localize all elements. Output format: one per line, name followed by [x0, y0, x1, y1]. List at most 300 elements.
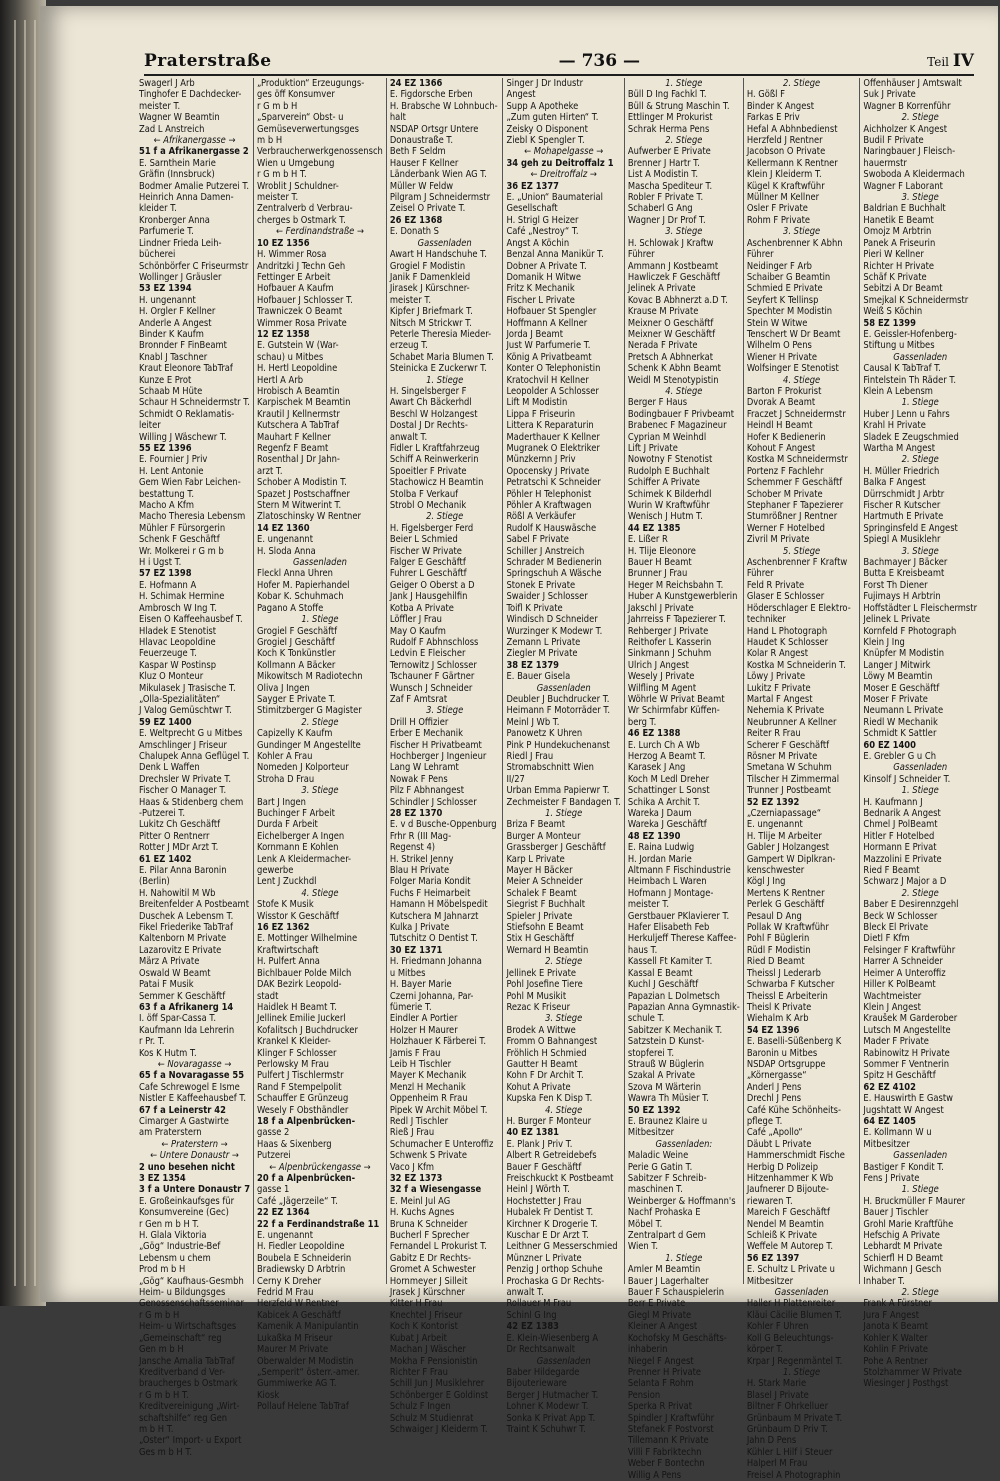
directory-entry: Zlatoschinsky W Rentner	[257, 511, 361, 523]
directory-entry: Pieri W Kellner	[863, 249, 924, 261]
directory-entry: H. Glala Viktoria	[139, 1230, 207, 1242]
directory-entry: 42 EZ 1383	[506, 1321, 559, 1333]
directory-entry: E. Fournier J Priv	[139, 454, 208, 466]
directory-entry: Baldrian E Buchhalt	[863, 203, 946, 215]
directory-entry: H. Kuchs Agnes	[389, 1207, 455, 1219]
directory-entry: Schauffer E Grünzeug	[257, 1093, 349, 1105]
street-title: Praterstraße	[144, 51, 272, 71]
directory-entry: Gampert W Diplkran-	[746, 853, 836, 865]
directory-entry: Cerny K Dreher	[257, 1275, 322, 1287]
directory-entry: Kitter H Frau	[389, 1298, 443, 1310]
directory-entry: Schaab M Hüte	[139, 385, 203, 397]
directory-entry: Kuchl J Geschäftf	[627, 979, 699, 991]
directory-entry: Lebhardt M Private	[863, 1241, 943, 1253]
directory-entry: ← Ferdinandstraße →	[275, 226, 364, 238]
directory-entry: Pohl M Musikit	[506, 990, 567, 1002]
directory-entry: Falger E Geschäftf	[389, 557, 466, 569]
directory-entry: 57 EZ 1398	[139, 568, 192, 580]
directory-entry: Gassenladen	[536, 682, 591, 694]
directory-entry: Berger J Hutmacher T.	[506, 1389, 599, 1401]
directory-entry: 2. Stiege	[901, 112, 939, 124]
directory-entry: 14 EZ 1360	[257, 522, 310, 534]
directory-entry: Prod m b H	[139, 1264, 186, 1276]
directory-entry: Stiefsohn E Beamt	[506, 922, 584, 934]
directory-entry: m b H	[257, 135, 283, 147]
directory-entry: Albert R Getreidebefs	[506, 1150, 597, 1162]
directory-entry: H. Figelsberger Ferd	[389, 522, 474, 534]
directory-entry: Prenner H Private	[627, 1366, 702, 1378]
directory-entry: Robler F Private T.	[627, 192, 704, 204]
directory-entry: 4. Stiege	[783, 374, 821, 386]
directory-entry: 2. Stiege	[545, 956, 583, 968]
directory-entry: 22 f a Ferdinandstraße 11	[257, 1218, 380, 1230]
directory-entry: Trawniczek O Beamt	[257, 306, 343, 318]
directory-entry: Drill H Offizier	[389, 716, 449, 728]
directory-entry: Maladic Weine	[627, 1150, 689, 1162]
directory-column-5	[625, 78, 744, 1481]
directory-entry: Büll D Ing Fachkl T.	[627, 89, 707, 101]
directory-entry: Zemann L Private	[506, 636, 581, 648]
directory-entry: H. ungenannt	[139, 294, 196, 306]
directory-entry: Hamann H Möbelspedit	[389, 899, 488, 911]
directory-entry: Karpischek M Beamtin	[257, 397, 351, 409]
directory-entry: Schwarz J Major a D	[863, 876, 947, 888]
directory-entry: 28 EZ 1370	[389, 808, 443, 819]
directory-entry: bestattung T.	[139, 488, 195, 500]
directory-entry: Lutsch M Angestellte	[863, 1024, 951, 1036]
directory-entry: Schrak Herma Pens	[627, 123, 710, 135]
directory-entry: Schrader M Bedienerin	[506, 557, 602, 569]
directory-entry: Angest	[506, 89, 536, 101]
directory-entry: Nachf Prohaska E	[627, 1207, 701, 1219]
directory-entry: Ges m b H T.	[139, 1446, 193, 1458]
directory-entry: Fleckl Anna Uhren	[257, 568, 333, 580]
directory-entry: Rudolf K Hauswäsche	[506, 522, 597, 534]
directory-entry: Semmer K Geschäftf	[139, 990, 226, 1002]
directory-entry: Fujimays H Arbtrin	[863, 591, 941, 603]
directory-entry: Pohe A Rentner	[863, 1355, 928, 1367]
directory-entry: 2. Stiege	[426, 511, 464, 523]
directory-entry: 2. Stiege	[901, 1287, 939, 1299]
directory-entry: Kotba A Private	[389, 602, 454, 614]
directory-entry: Kassal E Beamt	[627, 967, 693, 979]
directory-entry: Pollak W Kraftwführ	[746, 922, 829, 934]
directory-entry: Schierfl H D Beamt	[863, 1252, 943, 1264]
directory-entry: Hauser F Kellner	[389, 157, 459, 169]
directory-entry: Traint K Schuhwr T.	[506, 1423, 586, 1435]
directory-entry: Swagerl J Arb	[139, 78, 195, 89]
directory-entry: Wenisch J Hutm T.	[627, 511, 703, 523]
directory-entry: März A Private	[139, 956, 200, 968]
directory-entry: Aichholzer K Angest	[863, 123, 947, 135]
directory-entry: anwalt T.	[389, 431, 428, 443]
directory-entry: Hofer K Bedienerin	[746, 431, 826, 443]
directory-entry: Perlek G Geschäftf	[746, 899, 825, 911]
directory-entry: E. Raina Ludwig	[627, 842, 695, 854]
directory-entry: Naringbauer J Fleisch-	[863, 146, 956, 158]
directory-entry: Sinkmann J Schuhm	[627, 648, 712, 660]
directory-entry: Schindler J Schlosser	[389, 796, 477, 808]
directory-entry: König A Privatbeamt	[506, 351, 592, 363]
directory-entry: Dvorak A Beamt	[746, 397, 816, 409]
directory-entry: Nitsch M Strickwr T.	[389, 317, 472, 329]
directory-entry: Gassenladen	[893, 1150, 948, 1162]
directory-entry: Fintelstein Th Räder T.	[863, 374, 957, 386]
directory-entry: Pilz F Abhnangest	[389, 785, 465, 797]
directory-entry: Schober A Modistin T.	[257, 477, 347, 489]
directory-entry: 1. Stiege	[901, 785, 939, 797]
directory-entry: Denk L Waffen	[139, 762, 200, 774]
directory-entry: Ried F Beamt	[863, 865, 920, 877]
directory-entry: Gautter H Beamt	[506, 1058, 578, 1070]
directory-entry: Pension	[627, 1389, 661, 1401]
directory-entry: Just W Parfumerie T.	[506, 340, 591, 352]
directory-entry: Hawliczek F Geschäftf	[627, 271, 720, 283]
directory-entry: 55 EZ 1396	[139, 443, 192, 454]
directory-entry: Moser E Geschäftf	[863, 682, 940, 694]
directory-entry: Mazzolini E Private	[863, 853, 942, 865]
directory-entry: Nistler E Kaffeehausbef T.	[139, 1093, 247, 1105]
directory-entry: cherges b Ostmark T.	[257, 214, 346, 226]
directory-entry: Konsumvereine (Gec)	[139, 1207, 229, 1219]
part-number: IV	[952, 51, 974, 71]
directory-entry: Kaufmann Ida Lehrerin	[139, 1024, 235, 1036]
directory-entry: Baber Hildegarde	[506, 1366, 580, 1378]
directory-entry: Gräfin (Innsbruck)	[139, 169, 215, 181]
directory-entry: Haas & Sixenberg	[257, 1138, 332, 1150]
directory-entry: Kornfeld F Photograph	[863, 625, 957, 637]
directory-entry: Sperka R Privat	[627, 1401, 693, 1413]
directory-entry: kleider T.	[139, 203, 177, 215]
directory-entry: Wöhrle W Privat Beamt	[627, 693, 725, 705]
directory-entry: Stein W Witwe	[746, 317, 808, 329]
directory-entry: Schiffer A Private	[627, 477, 700, 489]
directory-entry: H. Pulfert Anna	[257, 956, 320, 968]
directory-entry: Lukitz Ch Geschäftf	[139, 819, 221, 831]
directory-entry: riewaren T.	[746, 1195, 793, 1207]
directory-entry: Heimbach L Waren	[627, 876, 707, 888]
directory-entry: Maurer M Private	[257, 1344, 329, 1356]
directory-entry: Wolfsinger E Stenotist	[746, 363, 839, 375]
directory-entry: gasse 2	[257, 1127, 290, 1139]
directory-entry: Reiter R Frau	[746, 728, 801, 740]
directory-entry: H. Tlije M Arbeiter	[746, 830, 822, 842]
directory-entry: Meixner O Geschäftf	[627, 317, 714, 329]
directory-entry: E. Schultz L Private u	[746, 1264, 835, 1276]
directory-entry: Inhaber T.	[863, 1275, 905, 1287]
directory-entry: Swaider J Schlosser	[506, 591, 588, 603]
directory-entry: Ambrosch W Ing T.	[139, 602, 217, 614]
directory-entry: E. Weltprecht G u Mitbes	[139, 728, 243, 740]
directory-entry: pflege T.	[746, 1115, 783, 1127]
directory-entry: Pagano A Stoffe	[257, 602, 324, 614]
directory-entry: Bart J Ingen	[257, 796, 306, 808]
directory-entry: Jank J Hausgehilfin	[389, 591, 468, 603]
directory-entry: Holzhauer K Färberei T.	[389, 1036, 487, 1048]
directory-entry: Schiff A Reinwerkerin	[389, 454, 479, 466]
directory-entry: Binder K Angest	[746, 100, 814, 112]
directory-entry: Rohm F Private	[746, 214, 811, 226]
directory-entry: Satzstein D Kunst-	[627, 1036, 705, 1048]
directory-entry: Rieß J Frau	[389, 1127, 435, 1139]
directory-entry: m b H T.	[139, 1423, 174, 1435]
directory-entry: Wien u Umgebung	[257, 157, 335, 169]
directory-entry: Macho Theresia Lebensm	[139, 511, 246, 523]
directory-entry: Niegel F Angest	[627, 1355, 694, 1367]
directory-entry: Däubt L Private	[746, 1138, 812, 1150]
directory-entry: Fens J Private	[863, 1173, 920, 1184]
directory-entry: Pink P Hundekuchenanst	[506, 739, 610, 751]
directory-entry: 26 EZ 1368	[389, 214, 443, 226]
directory-entry: Lang W Lehramt	[389, 762, 459, 774]
directory-entry: Wiehalm K Arb	[746, 1013, 809, 1025]
directory-entry: Osler F Private	[746, 203, 808, 215]
directory-entry: braucherges b Ostmark	[139, 1378, 238, 1390]
directory-entry: Café „Nestroy“ T.	[506, 226, 579, 238]
directory-entry: meister T.	[627, 899, 670, 911]
directory-entry: Hiller K PolBeamt	[863, 979, 936, 991]
directory-entry: Hochberger J Ingenieur	[389, 750, 487, 762]
directory-entry: Stephaner F Tapezierer	[746, 500, 844, 512]
directory-entry: Smejkal K Schneidermstr	[863, 294, 969, 306]
directory-entry: „Produktion“ Erzeugungs-	[257, 78, 365, 89]
directory-entry: Fidler L Kraftfahrzeug	[389, 443, 480, 454]
directory-entry: Capizelly K Kaufm	[257, 728, 333, 740]
directory-entry: 3. Stiege	[426, 705, 464, 717]
directory-entry: Lukitz F Private	[746, 682, 811, 694]
directory-entry: E. Meinl Jul AG	[389, 1195, 451, 1207]
directory-entry: Spechter M Modistin	[746, 306, 833, 318]
directory-entry: Drechsler W Private T.	[139, 773, 232, 785]
directory-entry: Mokha F Pensionistin	[389, 1355, 478, 1367]
directory-entry: ← Alpenbrückengasse →	[269, 1161, 371, 1173]
directory-entry: 65 f a Novaragasse 55	[139, 1070, 245, 1082]
directory-entry: 58 EZ 1399	[863, 317, 916, 329]
directory-entry: „Olla-Spezialitäten“	[139, 693, 221, 705]
directory-entry: Ammann J Kostbeamt	[627, 260, 719, 272]
directory-entry: bücherei	[139, 249, 176, 261]
directory-entry: Herkuljeff Therese Kaffee-	[627, 933, 737, 945]
directory-entry: Chmel J PolBeamt	[863, 819, 938, 831]
directory-entry: Schäf K Private	[863, 271, 927, 283]
directory-entry: Kraftwirtschaft	[257, 944, 319, 956]
directory-entry: 4. Stiege	[545, 1104, 583, 1116]
directory-entry: Kaltenborn M Private	[139, 933, 227, 945]
directory-entry: Grassberger J Geschäftf	[506, 842, 606, 854]
directory-entry: Penzig J orthop Schuhe	[506, 1264, 603, 1276]
directory-entry: Hormann E Privat	[863, 842, 937, 854]
directory-entry: Rosenthal J Dr Jahn-	[257, 454, 340, 466]
directory-entry: Mertens K Rentner	[746, 887, 825, 899]
directory-entry: Gabitz E Dr Rechts-	[389, 1252, 471, 1264]
directory-entry: Herzfeld J Rentner	[746, 135, 823, 147]
directory-entry: r G m b H	[139, 1309, 180, 1321]
directory-entry: Jellinek E Private	[506, 967, 577, 979]
directory-entry: Tenschert W Dr Beamt	[746, 328, 841, 340]
directory-entry: Kleiner A Angest	[627, 1321, 698, 1333]
directory-entry: maschinen T.	[627, 1184, 683, 1196]
directory-entry: Selanta F Rohm	[627, 1378, 694, 1390]
directory-entry: 30 EZ 1371	[389, 944, 443, 956]
directory-entry: Burger A Monteur	[506, 830, 581, 842]
directory-entry: Offenhäuser J Amtswalt	[863, 78, 962, 89]
directory-entry: Kobar K. Schuhmach	[257, 591, 344, 603]
directory-entry: Gemüseverwertungsges	[257, 123, 359, 135]
directory-entry: Feuerzeuge T.	[139, 648, 197, 660]
directory-entry: schaftshilfe“ reg Gen	[139, 1412, 228, 1424]
directory-entry: Bachmayer J Bäcker	[863, 557, 948, 569]
directory-entry: Kraut Eleonore TabTraf	[139, 363, 233, 375]
directory-entry: Knabl J Taschner	[139, 351, 208, 363]
directory-entry: Gem Wien Fabr Leichen-	[139, 477, 241, 489]
directory-entry: E. Großeinkaufsges für	[139, 1195, 235, 1207]
directory-entry: Spieler J Private	[506, 910, 573, 922]
directory-entry: Weidl M Stenotypistin	[627, 374, 719, 386]
directory-entry: Stefanek F Postvorst	[627, 1423, 714, 1435]
directory-entry: Mayer H Bäcker	[506, 865, 573, 877]
directory-entry: Littera K Reparaturin	[506, 420, 594, 432]
directory-entry: „Gemeinschaft“ reg	[139, 1332, 222, 1344]
directory-entry: Weffele M Autorep T.	[746, 1241, 834, 1253]
directory-entry: Schmied E Private	[746, 283, 823, 295]
directory-entry: Stimitzberger G Magister	[257, 705, 362, 717]
directory-entry: 48 EZ 1390	[627, 830, 681, 842]
directory-entry: Schönberger E Goldinst	[389, 1389, 489, 1401]
directory-entry: Zeisel O Private T.	[389, 203, 466, 215]
directory-entry: 3. Stiege	[301, 785, 339, 797]
directory-entry: Café „Jägerzeile“ T.	[257, 1195, 338, 1207]
directory-entry: meister T.	[389, 294, 432, 306]
page-header	[144, 44, 974, 76]
directory-entry: 40 EZ 1381	[506, 1127, 559, 1139]
directory-entry: Kinsolf J Schneider T.	[863, 773, 951, 785]
directory-entry: Cimarger A Gastwirte	[139, 1115, 229, 1127]
directory-entry: Macho A Kfm	[139, 500, 194, 512]
directory-entry: Heger M Reichsbahn T.	[627, 579, 724, 591]
directory-entry: Grünbaum D Priv T.	[746, 1423, 828, 1435]
directory-entry: Fröhlich H Schmied	[506, 1047, 587, 1059]
directory-entry: Singer J Dr Industr	[506, 78, 584, 89]
directory-entry: E. ungenannt	[257, 1230, 314, 1242]
directory-entry: Erber E Mechanik	[389, 728, 463, 740]
directory-entry: Pollauf Helene TabTraf	[257, 1401, 349, 1413]
directory-entry: H. Friedmann Johanna	[389, 956, 482, 968]
directory-entry: halt	[389, 112, 406, 124]
directory-entry: Blasel J Private	[746, 1389, 809, 1401]
directory-entry: Dostal J Dr Rechts-	[389, 420, 468, 432]
directory-entry: Farkas E Priv	[746, 112, 800, 124]
directory-entry: Feld R Private	[746, 579, 805, 591]
directory-entry: H. Hertl Leopoldine	[257, 363, 338, 375]
directory-entry: Brunner J Frau	[627, 568, 688, 580]
directory-entry: Schober M Private	[746, 488, 823, 500]
directory-entry: Wachtmeister	[863, 990, 922, 1002]
directory-entry: Hrobisch A Beamtin	[257, 385, 340, 397]
directory-entry: Eichelberger A Ingen	[257, 830, 345, 842]
part-label	[927, 51, 974, 74]
directory-entry: Tilscher H Zimmermal	[746, 773, 840, 785]
directory-entry: Halperl M Frau	[746, 1458, 808, 1470]
directory-entry: Frank A Fürstner	[863, 1298, 932, 1310]
directory-entry: 1. Stiege	[783, 1366, 821, 1378]
directory-entry: körper T.	[746, 1344, 784, 1356]
directory-entry: Kaspar W Postinsp	[139, 659, 217, 671]
directory-entry: Balka F Angest	[863, 477, 926, 489]
directory-entry: Oliva J Ingen	[257, 682, 310, 694]
directory-entry: Stumrößner J Rentner	[746, 511, 838, 523]
directory-entry: Wareka J Daum	[627, 808, 692, 819]
directory-entry: Opocensky J Private	[506, 465, 590, 477]
directory-entry: H. Lent Antonie	[139, 465, 204, 477]
directory-entry: Pesaul D Ang	[746, 910, 802, 922]
directory-entry: H. Stark Marie	[746, 1378, 807, 1390]
directory-entry: Kirchner K Drogerie T.	[506, 1218, 598, 1230]
directory-entry: E. Plank J Priv T.	[506, 1138, 573, 1150]
directory-entry: Dietl F Kfm	[863, 933, 910, 945]
directory-entry: Lindner Frieda Leih-	[139, 237, 222, 249]
directory-entry: Holzer H Maurer	[389, 1024, 458, 1036]
directory-entry: Nehemia K Private	[746, 705, 825, 717]
directory-entry: Hefal A Abhnbedienst	[746, 123, 838, 135]
directory-entry: Wunsch J Schneider	[389, 682, 473, 694]
directory-entry: Hofer M. Papierhandel	[257, 579, 350, 591]
directory-entry: Führer	[746, 249, 774, 261]
directory-entry: H i Ugst T.	[139, 557, 182, 569]
directory-entry: Kohler K Walter	[863, 1332, 928, 1344]
directory-entry: Schmidt O Reklamatis-	[139, 408, 235, 420]
directory-entry: Papazian Anna Gymnastik-	[627, 1001, 740, 1013]
directory-entry: Durda F Arbeit	[257, 819, 318, 831]
directory-entry: Geiger O Oberst a D	[389, 579, 475, 591]
directory-entry: H. Burger F Monteur	[506, 1115, 592, 1127]
directory-entry: E. ungenannt	[746, 819, 803, 831]
directory-entry: fümerie T.	[389, 1001, 432, 1013]
directory-entry: Fedrid M Frau	[257, 1287, 314, 1299]
directory-entry: Riedl J Frau	[506, 750, 554, 762]
directory-entry: Neumann L Private	[863, 705, 944, 717]
directory-entry: Meixner W Geschäftf	[627, 328, 716, 340]
directory-entry: Szakal A Private	[627, 1070, 696, 1082]
directory-entry: 1. Stiege	[901, 397, 939, 409]
directory-entry: Höderschlager E Elektro-	[746, 602, 851, 614]
directory-entry: Länderbank Wien AG T.	[389, 169, 487, 181]
directory-entry: Nerada F Private	[627, 340, 698, 352]
directory-entry: Stix H Geschäftf	[506, 933, 574, 945]
directory-entry: H. Fiedler Leopoldine	[257, 1241, 345, 1253]
directory-entry: Wiener H Private	[746, 351, 817, 363]
directory-entry: Pohl Josefine Tiere	[506, 979, 583, 991]
directory-entry: Klein J Kleiderm T.	[746, 169, 822, 181]
directory-column-6	[744, 78, 861, 1481]
directory-entry: Neidinger F Arb	[746, 260, 812, 272]
directory-entry: Schenk F Geschäftf	[139, 534, 220, 546]
directory-entry: Huber J Lenn u Fahrs	[863, 408, 950, 420]
directory-entry: Heimer A Unteroffiz	[863, 967, 946, 979]
directory-entry: Theissl J Lederarb	[746, 967, 821, 979]
directory-entry: Anderl J Pens	[746, 1081, 802, 1093]
directory-entry: Kofalitsch J Buchdrucker	[257, 1024, 358, 1036]
directory-entry: (Berlin)	[139, 876, 170, 888]
directory-entry: H. Wimmer Rosa	[257, 249, 327, 261]
directory-entry: meister T.	[139, 100, 181, 112]
directory-entry: Sebitzi A Dr Beamt	[863, 283, 943, 295]
directory-entry: H. Sloda Anna	[257, 545, 316, 557]
directory-entry: Boubela E Schneiderin	[257, 1252, 352, 1264]
directory-entry: Bauer H Beamt	[627, 557, 692, 569]
directory-entry: Kubat J Arbeit	[389, 1332, 447, 1344]
directory-entry: Anderle A Angest	[139, 317, 212, 329]
directory-entry: berg T.	[627, 716, 657, 728]
